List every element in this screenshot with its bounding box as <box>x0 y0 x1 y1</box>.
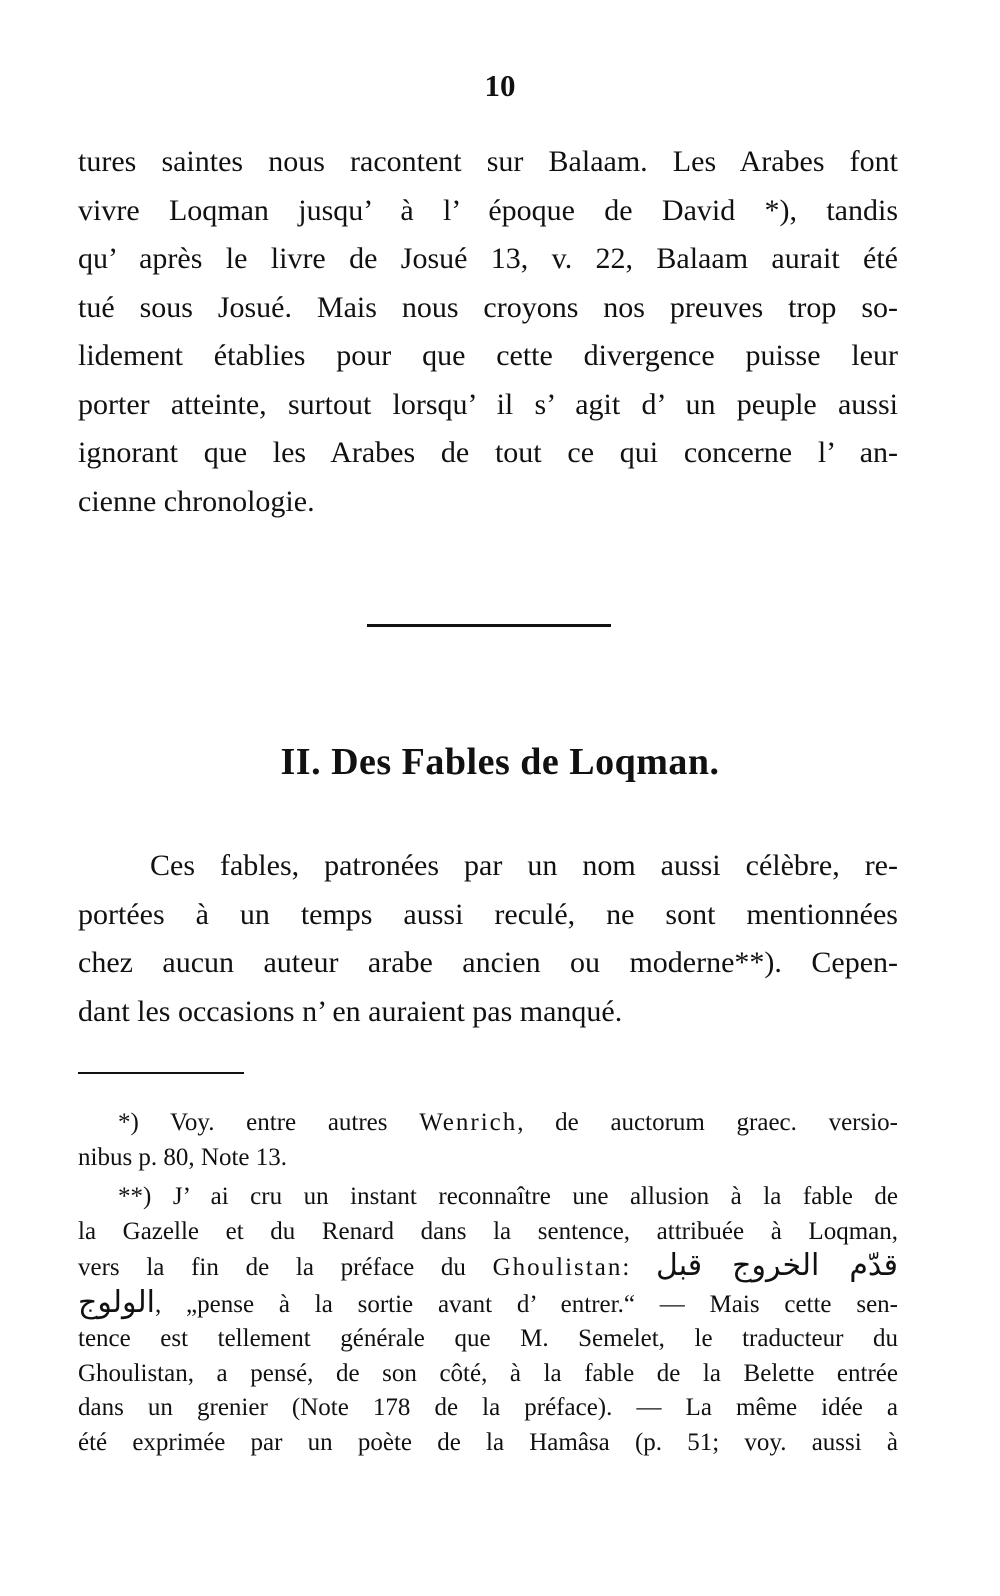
text-line: qu’ après le livre de Josué 13, v. 22, Balaam aurait été <box>78 242 898 275</box>
section-heading: II. Des Fables de Loqman. <box>280 741 720 783</box>
footnote-line: dans un grenier (Note 178 de la préface). — La même idée a <box>78 1394 898 1421</box>
footnote-line: nibus p. 80, Note 13. <box>78 1143 288 1171</box>
footnote-1 <box>78 1106 898 1175</box>
text-line: vivre Loqman jusqu’ à l’ époque de David *), tandis <box>78 193 898 227</box>
text-line: portées à un temps aussi reculé, ne sont mentionnées <box>78 897 898 931</box>
footnote-line: été exprimée par un poète de la Hamâsa (p. 51; voy. aussi à <box>78 1428 898 1456</box>
footnote-2 <box>78 1180 898 1460</box>
footnote-text: , „pense à la sortie avant d’ entrer.“ — Mais cette sen- <box>154 1290 898 1318</box>
page-number: 10 <box>484 68 516 103</box>
arabic-quote: الولوج <box>78 1284 155 1320</box>
text-line: porter atteinte, surtout lorsqu’ il s’ agit d’ un peuple aussi <box>78 387 898 421</box>
text-line: lidement établies pour que cette divergence puisse leur <box>78 339 898 372</box>
text-line: chez aucun auteur arabe ancien ou moderne**). Cepen- <box>78 946 898 979</box>
body-paragraph-1 <box>78 138 898 526</box>
text-line: cienne chronologie. <box>78 484 315 518</box>
footnote-text: : <box>622 1254 656 1281</box>
footnote-line: tence est tellement générale que M. Semelet, le traducteur du <box>78 1325 898 1352</box>
book-title: Ghoulistan <box>492 1254 623 1281</box>
arabic-quote: قدّم الخروج قبل <box>655 1248 898 1283</box>
author-name: Wenrich <box>419 1109 518 1136</box>
footnote-line: **) J’ ai cru un instant reconnaître une allusion à la fable de <box>118 1183 898 1210</box>
text-line: tures saintes nous racontent sur Balaam. Les Arabes font <box>78 145 898 178</box>
text-line: dant les occasions n’ en auraient pas manqué. <box>78 994 623 1028</box>
body-paragraph-2 <box>78 842 898 1036</box>
footnote-rule <box>78 1072 244 1074</box>
section-separator-rule <box>367 624 611 627</box>
footnote-text: , de auctorum graec. versio- <box>517 1109 898 1136</box>
text-line: Ces fables, patronées par un nom aussi célèbre, re- <box>150 849 898 882</box>
footnote-line: Ghoulistan, a pensé, de son côté, à la fable de la Belette entrée <box>78 1359 898 1387</box>
footnote-text: *) Voy. entre autres <box>118 1109 420 1136</box>
text-line: tué sous Josué. Mais nous croyons nos preuves trop so- <box>78 290 898 324</box>
footnote-line <box>78 1106 898 1141</box>
footnote-line <box>78 1249 898 1286</box>
footnote-line <box>78 1286 898 1323</box>
text-line: ignorant que les Arabes de tout ce qui concerne l’ an- <box>78 436 898 469</box>
footnote-line: la Gazelle et du Renard dans la sentence, attribuée à Loqman, <box>78 1217 898 1245</box>
footnote-text: vers la fin de la préface du <box>78 1254 493 1281</box>
